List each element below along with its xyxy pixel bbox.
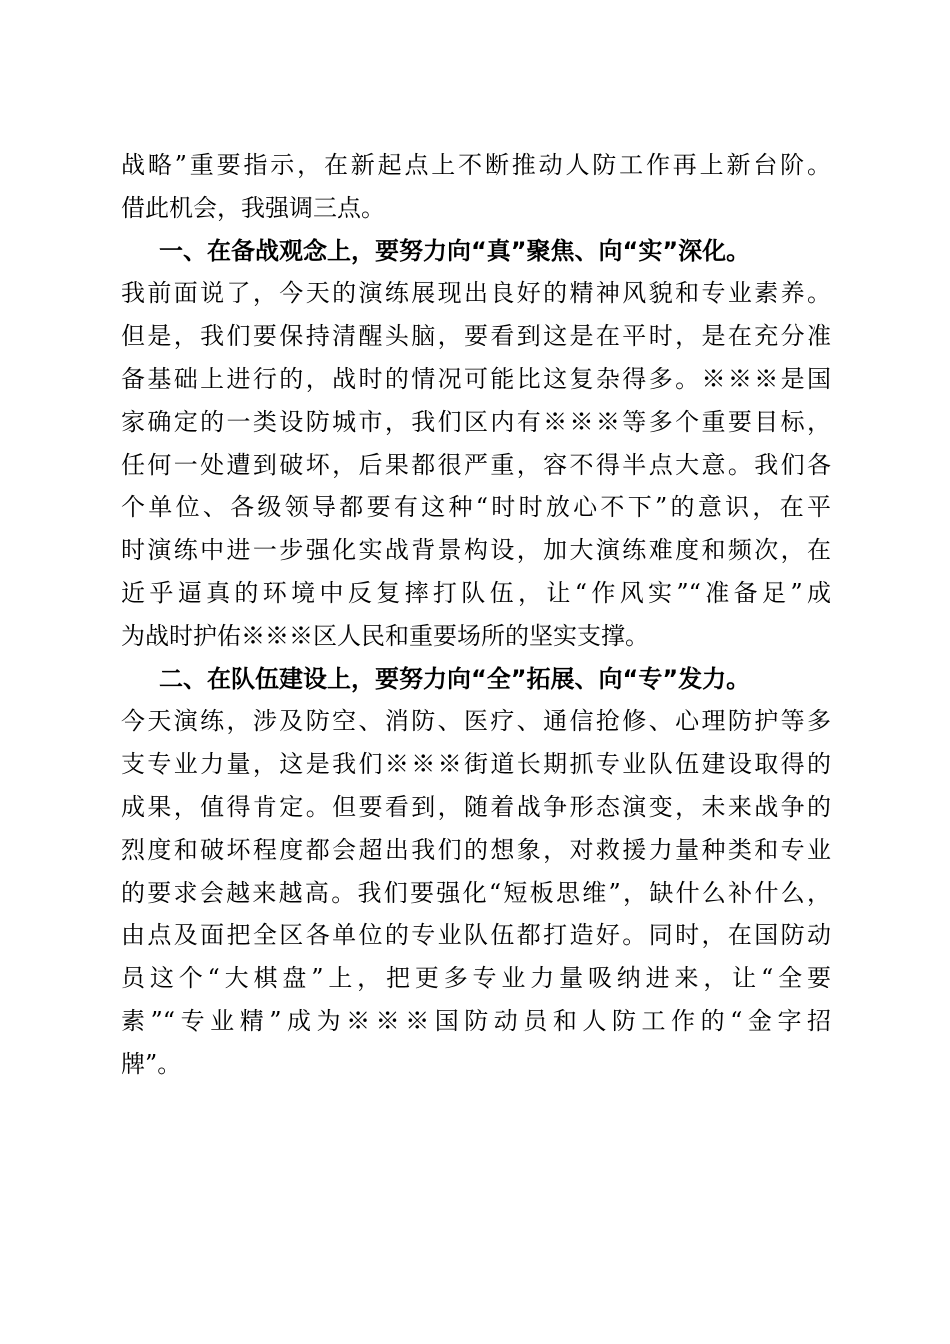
document-body [121, 144, 831, 1086]
section-heading-2: 二、在队伍建设上，要努力向“全”拓展、向“专”发力。 [159, 664, 751, 693]
text-line: 我前面说了，今天的演练展现出良好的精神风貌和专业素养。 [121, 279, 831, 308]
text-line: 战略”重要指示，在新起点上不断推动人防工作再上新台阶。 [121, 151, 831, 179]
text-line: 烈度和破坏程度都会超出我们的想象，对救援力量种类和专业 [121, 835, 831, 864]
text-line: 但是，我们要保持清醒头脑，要看到这是在平时，是在充分准 [121, 322, 831, 351]
text-line: 支专业力量，这是我们※※※街道长期抓专业队伍建设取得的 [121, 750, 831, 779]
text-line: 时演练中进一步强化实战背景构设，加大演练难度和频次，在 [121, 536, 831, 565]
text-line: 素”“专业精”成为※※※国防动员和人防工作的“金字招 [121, 1006, 831, 1035]
text-line: 由点及面把全区各单位的专业队伍都打造好。同时，在国防动 [121, 921, 831, 950]
text-line: 牌”。 [121, 1049, 182, 1078]
text-line: 个单位、各级领导都要有这种“时时放心不下”的意识，在平 [121, 493, 831, 522]
text-line: 近乎逼真的环境中反复摔打队伍，让“作风实”“准备足”成 [121, 578, 831, 607]
text-line: 备基础上进行的，战时的情况可能比这复杂得多。※※※是国 [121, 364, 831, 393]
text-line: 今天演练，涉及防空、消防、医疗、通信抢修、心理防护等多 [121, 707, 831, 736]
text-line: 为战时护佑※※※区人民和重要场所的坚实支撑。 [121, 621, 649, 650]
text-line: 成果，值得肯定。但要看到，随着战争形态演变，未来战争的 [121, 792, 831, 821]
section-heading-1: 一、在备战观念上，要努力向“真”聚焦、向“实”深化。 [159, 236, 751, 265]
text-line: 任何一处遭到破坏，后果都很严重，容不得半点大意。我们各 [121, 450, 831, 479]
text-line: 的要求会越来越高。我们要强化“短板思维”，缺什么补什么， [121, 878, 831, 907]
text-line: 员这个“大棋盘”上，把更多专业力量吸纳进来，让“全要 [121, 964, 831, 993]
text-line: 借此机会，我强调三点。 [121, 193, 385, 222]
text-line: 家确定的一类设防城市，我们区内有※※※等多个重要目标， [121, 407, 831, 436]
